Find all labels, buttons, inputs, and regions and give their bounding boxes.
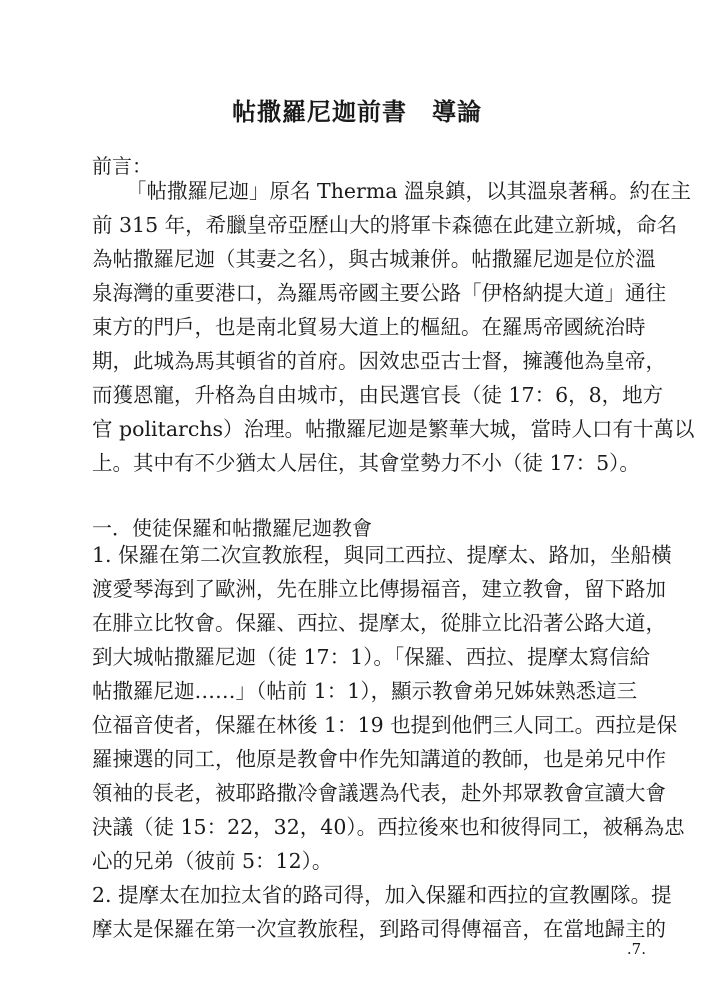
section1-line: 到大城帖撒羅尼迦（徒 17：1）。「保羅、西拉、提摩太寫信給 <box>92 645 651 669</box>
preface-line: 「帖撒羅尼迦」原名 Therma 溫泉鎮，以其溫泉著稱。約在主 <box>126 179 691 203</box>
section1-line: 決議（徒 15：22，32，40）。西拉後來也和彼得同工，被稱為忠 <box>92 815 685 839</box>
preface-line: 官 politarchs）治理。帖撒羅尼迦是繁華大城，當時人口有十萬以 <box>92 417 695 441</box>
preface-line: 而獲恩寵，升格為自由城市，由民選官長（徒 17：6，8，地方 <box>92 383 664 407</box>
preface-line: 東方的門戶，也是南北貿易大道上的樞紐。在羅馬帝國統治時 <box>92 315 646 339</box>
section1-line: 在腓立比牧會。保羅、西拉、提摩太，從腓立比沿著公路大道， <box>92 611 666 635</box>
preface-paragraph <box>92 174 695 480</box>
preface-line: 上。其中有不少猶太人居住，其會堂勢力不小（徒 17：5）。 <box>92 451 640 475</box>
section1-line: 摩太是保羅在第一次宣教旅程，到路司得傳福音，在當地歸主的 <box>92 917 666 941</box>
page-number: .7. <box>626 940 646 958</box>
section1-line: 帖撒羅尼迦……」（帖前 1：1），顯示教會弟兄姊妹熟悉這三 <box>92 679 638 703</box>
section1-line: 領袖的長老，被耶路撒冷會議選為代表，赴外邦眾教會宣讀大會 <box>92 781 666 805</box>
preface-line: 為帖撒羅尼迦（其妻之名），與古城兼併。帖撒羅尼迦是位於溫 <box>92 247 656 271</box>
section1-paragraph <box>92 538 685 946</box>
preface-line: 泉海灣的重要港口，為羅馬帝國主要公路「伊格納提大道」通往 <box>92 281 666 305</box>
section1-line: 位福音使者，保羅在林後 1：19 也提到他們三人同工。西拉是保 <box>92 713 678 737</box>
section1-line: 渡愛琴海到了歐洲，先在腓立比傳揚福音，建立教會，留下路加 <box>92 577 666 601</box>
page-title: 帖撒羅尼迦前書 導論 <box>232 98 482 126</box>
section1-line: 羅揀選的同工，他原是教會中作先知講道的教師，也是弟兄中作 <box>92 747 666 771</box>
section1-line: 心的兄弟（彼前 5：12）。 <box>92 849 333 873</box>
preface-line: 前 315 年，希臘皇帝亞歷山大的將軍卡森德在此建立新城，命名 <box>92 213 678 237</box>
preface-heading: 前言： <box>92 154 152 178</box>
section1-line: 1. 保羅在第二次宣教旅程，與同工西拉、提摩太、路加，坐船橫 <box>92 543 672 567</box>
preface-line: 期，此城為馬其頓省的首府。因效忠亞古士督，擁護他為皇帝， <box>92 349 666 373</box>
section1-heading: 一．使徒保羅和帖撒羅尼迦教會 <box>92 516 372 540</box>
section1-line: 2. 提摩太在加拉太省的路司得，加入保羅和西拉的宣教團隊。提 <box>92 883 672 907</box>
